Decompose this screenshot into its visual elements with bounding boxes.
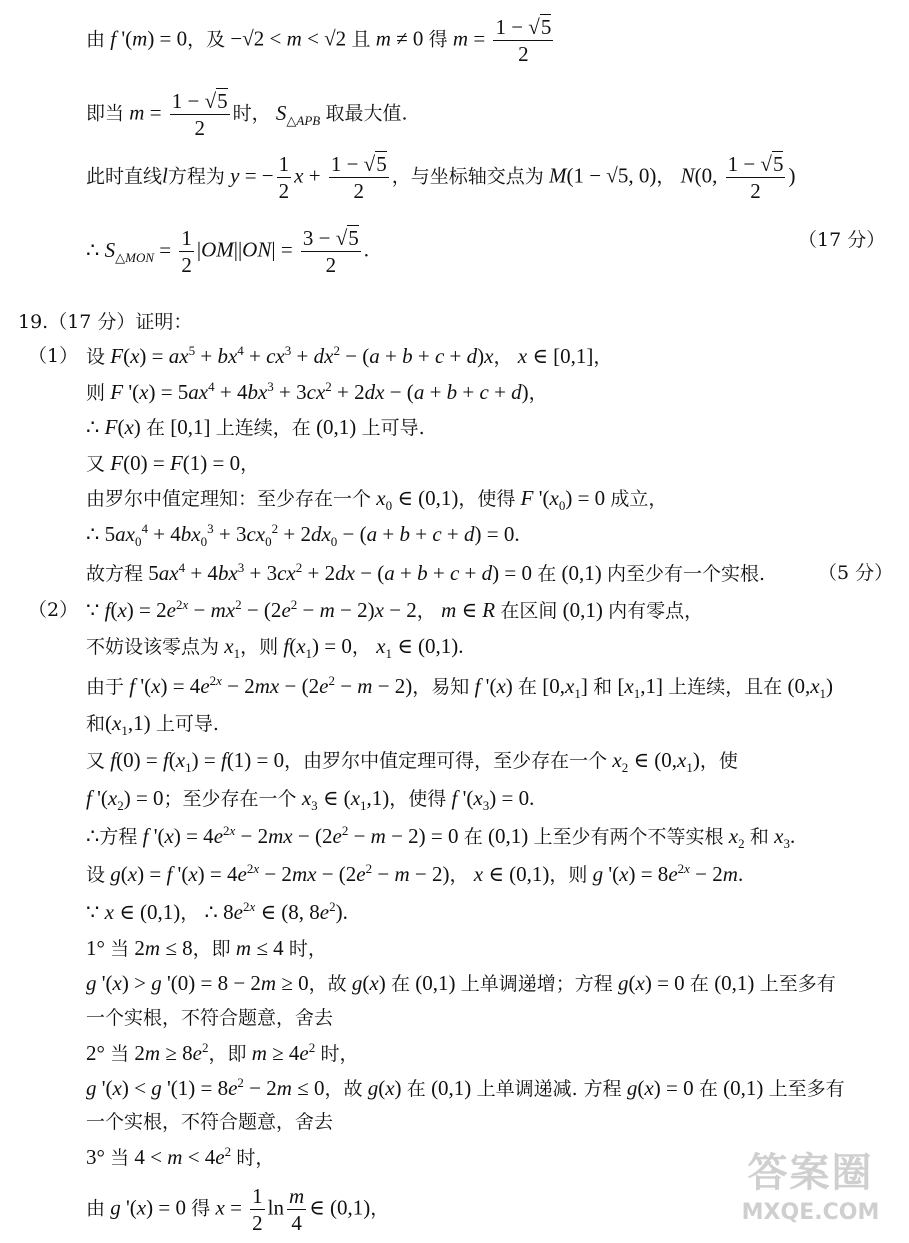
p2-line-1: ∵ $f(x) = 2e^{2x} - mx^2 - (2e^2 - m - 2)x - 2$， m ∈ R 在区间 (0,1) 内有零点， xyxy=(86,597,704,622)
p1-line-4: 又 F(0) = F(1) = 0， xyxy=(86,451,260,475)
line-1: 由 f '(m) = 0，及 −√2 < m < √2 且 m ≠ 0 得 m = $\frac{1 - √5}{2}$ xyxy=(86,15,552,66)
score-5: （5 分） xyxy=(818,562,894,584)
p1-line-1: 设 $F(x) = ax^5 + bx^4 + cx^3 + dx^2 - (a + b + c + d)x$， x ∈ [0,1]， xyxy=(86,343,613,368)
case-3-line-1: 3° 当 $4 < m < 4e^2$ 时， xyxy=(86,1144,275,1169)
p1-line-6: ∴ $5ax_0^4 + 4bx_0^3 + 3cx_0^2 + 2dx_0 - (a + b + c + d) = 0$. xyxy=(86,521,520,550)
score-17: （17 分） xyxy=(798,229,886,251)
question-19-header: 19.（17 分）证明： xyxy=(18,311,193,333)
watermark-logo xyxy=(728,1148,893,1238)
case-1-line-1: 1° 当 2m ≤ 8，即 m ≤ 4 时， xyxy=(86,936,327,960)
p1-line-3: ∴ F(x) 在 [0,1] 上连续，在 (0,1) 上可导. xyxy=(86,415,425,439)
p1-line-5: 由罗尔中值定理知：至少存在一个 $x_0$ ∈ (0,1)，使得 F '$(x_0) = 0$ 成立， xyxy=(86,486,668,514)
line-3: 此时直线l方程为 y = − $\frac{1}{2}$ x + $\frac{1 - √5}{2}$ ，与坐标轴交点为 M(1 − √5, 0)， N(0, $\frac{1 - √5}{2}$ ) xyxy=(86,152,796,203)
p2-line-8: 设 g(x) = f '$(x) = 4e^{2x} - 2mx - (2e^2 - m - 2)$， x ∈ (0,1)，则 g '$(x) = 8e^{2x} - 2m$. xyxy=(86,861,744,886)
case-1-line-2: g '(x) > g '(0) = 8 − 2m ≥ 0，故 g(x) 在 (0,1) 上单调递增；方程 g(x) = 0 在 (0,1) 上至多有 xyxy=(86,971,836,995)
p1-line-2: 则 F '$(x) = 5ax^4 + 4bx^3 + 3cx^2 + 2dx - (a + b + c + d)$， xyxy=(86,379,548,404)
part-2-label: （2） xyxy=(28,599,79,621)
p1-line-7: 故方程 $5ax^4 + 4bx^3 + 3cx^2 + 2dx - (a + b + c + d) = 0$ 在 (0,1) 内至少有一个实根. xyxy=(86,560,766,585)
p2-line-5: 又 $f(0) = f(x_1) = f(1) = 0$，由罗尔中值定理可得，至少存在一个 $x_2$ ∈ $(0,x_1)$，使 xyxy=(86,748,738,776)
case-2-line-2: g '(x) < g '$(1) = 8e^2 - 2m \le 0$，故 g(x) 在 (0,1) 上单调递减. 方程 g(x) = 0 在 (0,1) 上至多有 xyxy=(86,1075,845,1100)
watermark-url: MXQE.COM xyxy=(741,1200,880,1225)
case-2-line-1: 2° 当 $2m \ge 8e^2$，即 $m \ge 4e^2$ 时， xyxy=(86,1040,359,1065)
p2-line-7: ∴方程 f '$(x) = 4e^{2x} - 2mx - (2e^2 - m - 2) = 0$ 在 (0,1) 上至少有两个不等实根 $x_2$ 和 $x_3$. xyxy=(86,823,796,852)
p2-line-3: 由于 f '$(x) = 4e^{2x} - 2mx - (2e^2 - m - 2)$，易知 f '(x) 在 $[0,x_1]$ 和 $[x_1,1]$ 上连续，且在 $(0,x_1)$ xyxy=(86,673,834,702)
case-3-line-2: 由 g '(x) = 0 得 x = $\frac{1}{2}$ ln $\frac{m}{4}$ ∈ (0,1)， xyxy=(86,1184,390,1235)
line-4: ∴ $S_{\triangle MON}$ = $\frac{1}{2}$ |OM||ON| = $\frac{3 - √5}{2}$ . xyxy=(86,226,370,277)
case-2-line-3: 一个实根，不符合题意，舍去 xyxy=(86,1111,334,1133)
watermark-text: 答案圈 xyxy=(747,1150,874,1196)
p2-line-9: ∵ x ∈ (0,1)， ∴ $8e^{2x}$ ∈ (8, $8e^2$). xyxy=(86,899,348,924)
line-2: 即当 m = $\frac{1 - √5}{2}$ 时， $S_{\triangle APB}$ 取最大值. xyxy=(86,89,408,140)
case-1-line-3: 一个实根，不符合题意，舍去 xyxy=(86,1007,334,1029)
part-1-label: （1） xyxy=(28,345,79,367)
p2-line-4: 和$(x_1,1)$ 上可导. xyxy=(86,711,219,739)
p2-line-2: 不妨设该零点为 $x_1$，则 $f(x_1) = 0$， $x_1$ ∈ (0,1). xyxy=(86,634,464,662)
p2-line-6: f '$(x_2) = 0$；至少存在一个 $x_3$ ∈ $(x_1,1)$，使得 f '$(x_3) = 0$. xyxy=(86,786,535,814)
